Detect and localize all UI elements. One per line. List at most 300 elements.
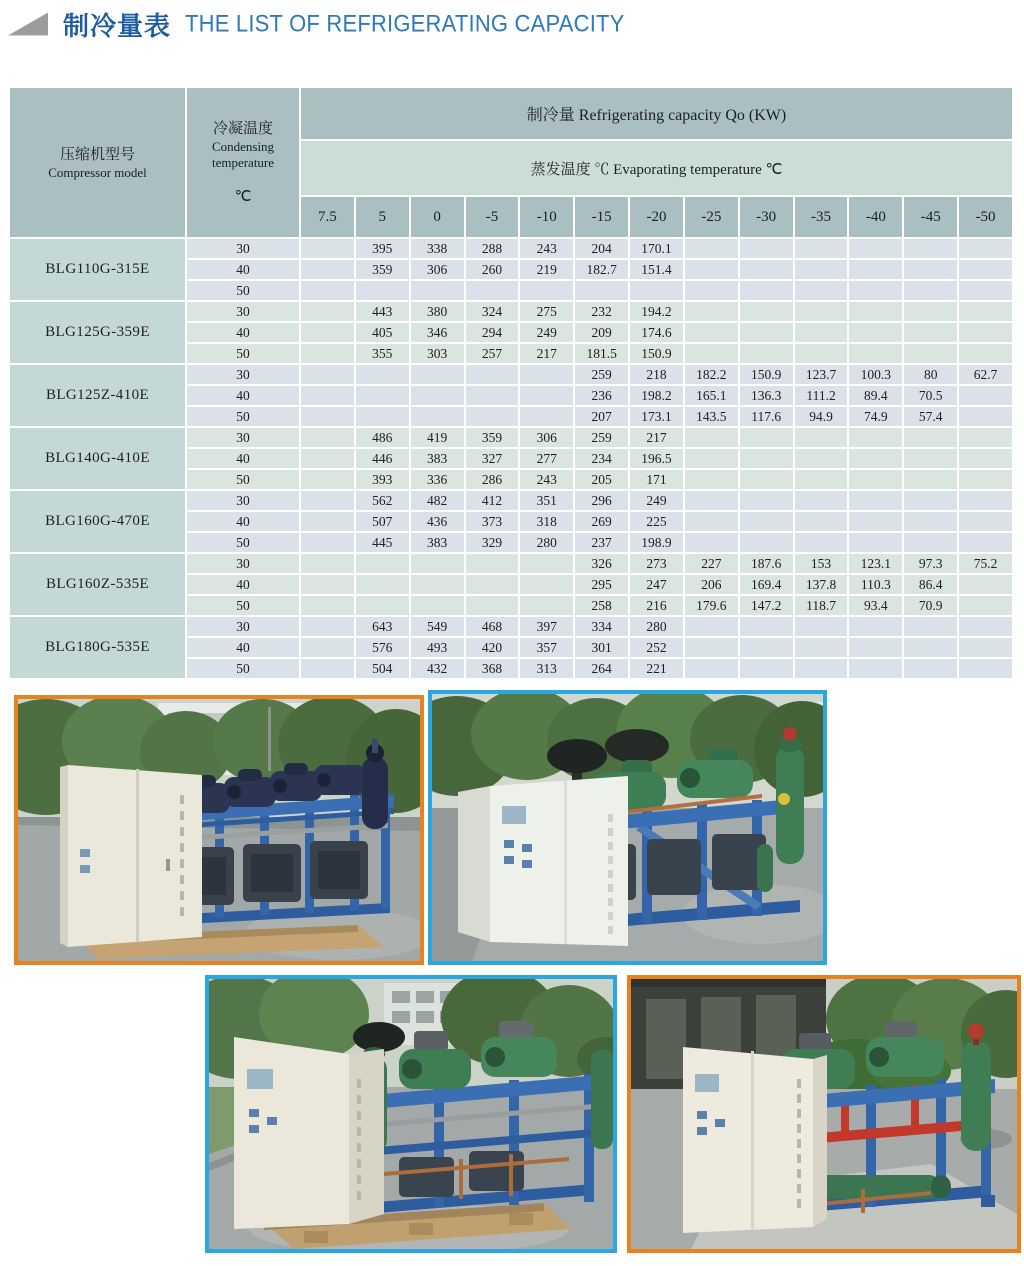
value-cell — [300, 658, 355, 679]
value-cell — [903, 511, 958, 532]
value-cell — [848, 469, 903, 490]
value-cell — [739, 616, 794, 637]
value-cell — [300, 385, 355, 406]
value-cell — [739, 343, 794, 364]
value-cell: 137.8 — [794, 574, 849, 595]
value-cell — [300, 574, 355, 595]
evaporating-title-cell: 蒸发温度 ℃ Evaporating temperature ℃ — [300, 140, 1013, 196]
value-cell — [794, 532, 849, 553]
value-cell: 118.7 — [794, 595, 849, 616]
value-cell: 313 — [519, 658, 574, 679]
value-cell — [355, 385, 410, 406]
condensing-cell: 40 — [186, 259, 300, 280]
condensing-cell: 50 — [186, 469, 300, 490]
value-cell — [739, 259, 794, 280]
product-photo-green-rack — [428, 690, 827, 965]
capacity-table — [10, 88, 1014, 680]
value-cell — [848, 280, 903, 301]
value-cell — [465, 406, 520, 427]
condensing-cell: 30 — [186, 490, 300, 511]
value-cell — [519, 385, 574, 406]
value-cell — [958, 595, 1013, 616]
value-cell — [794, 469, 849, 490]
value-cell: 227 — [684, 553, 739, 574]
value-cell — [410, 595, 465, 616]
value-cell: 150.9 — [739, 364, 794, 385]
value-cell: 420 — [465, 637, 520, 658]
value-cell — [519, 280, 574, 301]
value-cell: 174.6 — [629, 322, 684, 343]
value-cell: 260 — [465, 259, 520, 280]
model-cell: BLG125G-359E — [10, 301, 186, 364]
value-cell — [300, 427, 355, 448]
value-cell: 259 — [574, 427, 629, 448]
value-cell: 295 — [574, 574, 629, 595]
value-cell: 74.9 — [848, 406, 903, 427]
value-cell — [300, 406, 355, 427]
value-cell — [739, 511, 794, 532]
value-cell: 264 — [574, 658, 629, 679]
value-cell — [300, 238, 355, 259]
value-cell: 334 — [574, 616, 629, 637]
value-cell — [903, 259, 958, 280]
capacity-table-wrap — [10, 88, 1014, 680]
value-cell: 70.9 — [903, 595, 958, 616]
value-cell — [903, 427, 958, 448]
value-cell: 357 — [519, 637, 574, 658]
value-cell: 204 — [574, 238, 629, 259]
value-cell: 288 — [465, 238, 520, 259]
photo-1-image — [18, 699, 420, 961]
value-cell: 443 — [355, 301, 410, 322]
value-cell: 303 — [410, 343, 465, 364]
product-photo-navy-rack — [14, 695, 424, 965]
value-cell: 280 — [519, 532, 574, 553]
value-cell — [355, 595, 410, 616]
value-cell: 329 — [465, 532, 520, 553]
value-cell — [848, 301, 903, 322]
evap-temp-header: -50 — [958, 196, 1013, 238]
condensing-temp-header — [186, 88, 300, 238]
value-cell: 198.9 — [629, 532, 684, 553]
value-cell — [465, 364, 520, 385]
value-cell: 359 — [355, 259, 410, 280]
value-cell: 165.1 — [684, 385, 739, 406]
evap-temp-header: 0 — [410, 196, 465, 238]
value-cell — [684, 238, 739, 259]
value-cell: 383 — [410, 532, 465, 553]
value-cell: 94.9 — [794, 406, 849, 427]
value-cell — [848, 511, 903, 532]
value-cell — [903, 637, 958, 658]
value-cell — [794, 490, 849, 511]
value-cell: 359 — [465, 427, 520, 448]
value-cell — [958, 448, 1013, 469]
value-cell — [410, 574, 465, 595]
value-cell: 187.6 — [739, 553, 794, 574]
value-cell: 643 — [355, 616, 410, 637]
evap-temp-header: 7.5 — [300, 196, 355, 238]
value-cell — [794, 343, 849, 364]
compressor-model-header-en: Compressor model — [48, 164, 147, 180]
value-cell: 194.2 — [629, 301, 684, 322]
value-cell — [684, 532, 739, 553]
value-cell — [739, 490, 794, 511]
value-cell — [519, 553, 574, 574]
compressor-model-header-zh: 压缩机型号 — [59, 146, 135, 163]
value-cell: 436 — [410, 511, 465, 532]
value-cell — [300, 448, 355, 469]
value-cell — [684, 322, 739, 343]
value-cell — [519, 574, 574, 595]
value-cell — [465, 385, 520, 406]
value-cell — [739, 658, 794, 679]
condensing-cell: 30 — [186, 427, 300, 448]
value-cell: 216 — [629, 595, 684, 616]
value-cell — [958, 616, 1013, 637]
value-cell: 234 — [574, 448, 629, 469]
value-cell: 151.4 — [629, 259, 684, 280]
condensing-cell: 40 — [186, 574, 300, 595]
condensing-cell: 30 — [186, 238, 300, 259]
value-cell: 205 — [574, 469, 629, 490]
value-cell — [410, 280, 465, 301]
photo-4-image — [631, 979, 1017, 1249]
value-cell: 355 — [355, 343, 410, 364]
value-cell: 397 — [519, 616, 574, 637]
value-cell — [903, 616, 958, 637]
value-cell: 206 — [684, 574, 739, 595]
value-cell — [848, 658, 903, 679]
value-cell: 147.2 — [739, 595, 794, 616]
condensing-header-unit: ℃ — [234, 189, 252, 205]
value-cell — [794, 238, 849, 259]
condensing-header-en2: temperature — [211, 155, 275, 170]
value-cell — [300, 637, 355, 658]
value-cell — [794, 448, 849, 469]
value-cell: 218 — [629, 364, 684, 385]
compressor-model-header — [10, 88, 186, 238]
value-cell: 236 — [574, 385, 629, 406]
condensing-cell: 50 — [186, 532, 300, 553]
value-cell — [300, 280, 355, 301]
value-cell — [684, 280, 739, 301]
condensing-cell: 30 — [186, 301, 300, 322]
value-cell: 209 — [574, 322, 629, 343]
value-cell — [903, 490, 958, 511]
value-cell — [958, 259, 1013, 280]
value-cell: 482 — [410, 490, 465, 511]
value-cell — [903, 469, 958, 490]
value-cell: 217 — [519, 343, 574, 364]
value-cell — [794, 259, 849, 280]
value-cell: 111.2 — [794, 385, 849, 406]
condensing-header-zh: 冷凝温度 — [212, 121, 273, 137]
evap-temp-header: -15 — [574, 196, 629, 238]
triangle-icon — [8, 13, 48, 36]
model-cell: BLG160G-470E — [10, 490, 186, 553]
value-cell — [958, 406, 1013, 427]
value-cell: 324 — [465, 301, 520, 322]
value-cell: 171 — [629, 469, 684, 490]
value-cell: 182.2 — [684, 364, 739, 385]
value-cell — [300, 259, 355, 280]
value-cell — [848, 637, 903, 658]
condensing-cell: 50 — [186, 595, 300, 616]
value-cell — [684, 637, 739, 658]
value-cell: 576 — [355, 637, 410, 658]
value-cell: 286 — [465, 469, 520, 490]
value-cell: 110.3 — [848, 574, 903, 595]
value-cell — [739, 238, 794, 259]
value-cell: 351 — [519, 490, 574, 511]
value-cell: 181.5 — [574, 343, 629, 364]
value-cell: 237 — [574, 532, 629, 553]
evap-temp-header: -30 — [739, 196, 794, 238]
value-cell: 280 — [629, 616, 684, 637]
value-cell — [519, 406, 574, 427]
value-cell — [848, 490, 903, 511]
condensing-cell: 50 — [186, 406, 300, 427]
model-cell: BLG180G-535E — [10, 616, 186, 679]
evap-temp-header: -45 — [903, 196, 958, 238]
value-cell: 373 — [465, 511, 520, 532]
value-cell: 123.7 — [794, 364, 849, 385]
value-cell: 395 — [355, 238, 410, 259]
value-cell: 468 — [465, 616, 520, 637]
condensing-header-en1: Condensing — [211, 139, 275, 154]
value-cell: 70.5 — [903, 385, 958, 406]
value-cell — [958, 385, 1013, 406]
value-cell — [684, 511, 739, 532]
value-cell — [903, 238, 958, 259]
value-cell: 493 — [410, 637, 465, 658]
condensing-cell: 50 — [186, 658, 300, 679]
value-cell — [410, 364, 465, 385]
value-cell — [684, 658, 739, 679]
value-cell — [848, 238, 903, 259]
value-cell — [355, 406, 410, 427]
value-cell — [958, 427, 1013, 448]
value-cell: 301 — [574, 637, 629, 658]
value-cell: 150.9 — [629, 343, 684, 364]
value-cell: 196.5 — [629, 448, 684, 469]
value-cell — [519, 364, 574, 385]
value-cell: 383 — [410, 448, 465, 469]
value-cell: 562 — [355, 490, 410, 511]
model-cell: BLG140G-410E — [10, 427, 186, 490]
value-cell — [903, 322, 958, 343]
value-cell — [684, 448, 739, 469]
value-cell — [300, 322, 355, 343]
value-cell — [410, 406, 465, 427]
value-cell: 232 — [574, 301, 629, 322]
value-cell: 277 — [519, 448, 574, 469]
value-cell: 338 — [410, 238, 465, 259]
value-cell — [903, 280, 958, 301]
value-cell: 257 — [465, 343, 520, 364]
value-cell — [848, 532, 903, 553]
value-cell — [739, 301, 794, 322]
evap-temp-header: -35 — [794, 196, 849, 238]
evap-temp-header: 5 — [355, 196, 410, 238]
value-cell — [465, 553, 520, 574]
value-cell — [958, 658, 1013, 679]
value-cell — [958, 574, 1013, 595]
value-cell: 327 — [465, 448, 520, 469]
value-cell: 275 — [519, 301, 574, 322]
value-cell: 326 — [574, 553, 629, 574]
value-cell: 247 — [629, 574, 684, 595]
value-cell: 89.4 — [848, 385, 903, 406]
value-cell: 243 — [519, 469, 574, 490]
value-cell: 486 — [355, 427, 410, 448]
capacity-title-cell: 制冷量 Refrigerating capacity Qo (KW) — [300, 88, 1013, 140]
condensing-cell: 40 — [186, 385, 300, 406]
value-cell — [684, 301, 739, 322]
value-cell — [794, 637, 849, 658]
value-cell — [300, 364, 355, 385]
value-cell — [519, 595, 574, 616]
value-cell — [958, 637, 1013, 658]
value-cell — [465, 280, 520, 301]
value-cell — [848, 616, 903, 637]
model-cell: BLG160Z-535E — [10, 553, 186, 616]
value-cell — [848, 322, 903, 343]
page-title-en: THE LIST OF REFRIGERATING CAPACITY — [185, 9, 625, 37]
value-cell — [958, 280, 1013, 301]
value-cell: 179.6 — [684, 595, 739, 616]
value-cell: 549 — [410, 616, 465, 637]
condensing-cell: 50 — [186, 343, 300, 364]
photo-3-image — [209, 979, 613, 1249]
value-cell — [958, 238, 1013, 259]
value-cell — [355, 280, 410, 301]
value-cell: 97.3 — [903, 553, 958, 574]
value-cell: 446 — [355, 448, 410, 469]
condensing-cell: 40 — [186, 448, 300, 469]
value-cell: 258 — [574, 595, 629, 616]
value-cell — [574, 280, 629, 301]
value-cell — [300, 490, 355, 511]
value-cell — [300, 553, 355, 574]
value-cell — [300, 532, 355, 553]
product-photo-green-unit-pallet — [205, 975, 617, 1253]
value-cell — [300, 511, 355, 532]
value-cell — [684, 259, 739, 280]
value-cell — [739, 637, 794, 658]
value-cell — [300, 343, 355, 364]
value-cell: 75.2 — [958, 553, 1013, 574]
value-cell: 86.4 — [903, 574, 958, 595]
value-cell: 393 — [355, 469, 410, 490]
value-cell — [958, 490, 1013, 511]
value-cell: 507 — [355, 511, 410, 532]
value-cell — [958, 301, 1013, 322]
value-cell — [903, 448, 958, 469]
condensing-cell: 30 — [186, 553, 300, 574]
value-cell: 346 — [410, 322, 465, 343]
value-cell: 380 — [410, 301, 465, 322]
value-cell: 62.7 — [958, 364, 1013, 385]
value-cell: 207 — [574, 406, 629, 427]
value-cell — [958, 511, 1013, 532]
value-cell: 318 — [519, 511, 574, 532]
value-cell — [848, 448, 903, 469]
value-cell: 80 — [903, 364, 958, 385]
value-cell: 170.1 — [629, 238, 684, 259]
value-cell: 306 — [410, 259, 465, 280]
value-cell: 143.5 — [684, 406, 739, 427]
value-cell — [465, 595, 520, 616]
value-cell — [848, 427, 903, 448]
value-cell: 419 — [410, 427, 465, 448]
value-cell — [794, 616, 849, 637]
value-cell — [739, 322, 794, 343]
value-cell — [684, 469, 739, 490]
value-cell — [958, 343, 1013, 364]
value-cell: 368 — [465, 658, 520, 679]
value-cell — [958, 469, 1013, 490]
model-cell: BLG110G-315E — [10, 238, 186, 301]
condensing-cell: 40 — [186, 511, 300, 532]
value-cell — [684, 427, 739, 448]
value-cell: 405 — [355, 322, 410, 343]
photo-2-image — [432, 694, 823, 961]
value-cell: 219 — [519, 259, 574, 280]
value-cell — [410, 385, 465, 406]
condensing-cell: 40 — [186, 322, 300, 343]
value-cell — [355, 574, 410, 595]
value-cell: 412 — [465, 490, 520, 511]
evap-temp-header: -10 — [519, 196, 574, 238]
value-cell — [848, 259, 903, 280]
condensing-cell: 40 — [186, 637, 300, 658]
value-cell — [300, 595, 355, 616]
value-cell: 445 — [355, 532, 410, 553]
value-cell: 136.3 — [739, 385, 794, 406]
value-cell: 182.7 — [574, 259, 629, 280]
value-cell — [794, 511, 849, 532]
value-cell: 504 — [355, 658, 410, 679]
value-cell: 93.4 — [848, 595, 903, 616]
value-cell — [684, 490, 739, 511]
value-cell — [794, 427, 849, 448]
condensing-cell: 30 — [186, 364, 300, 385]
condensing-cell: 50 — [186, 280, 300, 301]
value-cell: 57.4 — [903, 406, 958, 427]
value-cell — [794, 322, 849, 343]
value-cell — [794, 658, 849, 679]
value-cell: 296 — [574, 490, 629, 511]
evap-temp-header: -25 — [684, 196, 739, 238]
page-header — [8, 6, 625, 42]
value-cell — [410, 553, 465, 574]
value-cell: 294 — [465, 322, 520, 343]
value-cell — [958, 322, 1013, 343]
evap-temp-header: -5 — [465, 196, 520, 238]
model-cell: BLG125Z-410E — [10, 364, 186, 427]
value-cell: 336 — [410, 469, 465, 490]
value-cell: 117.6 — [739, 406, 794, 427]
product-photo-red-pipes-unit — [627, 975, 1021, 1253]
value-cell — [465, 574, 520, 595]
value-cell — [794, 301, 849, 322]
value-cell: 273 — [629, 553, 684, 574]
value-cell — [355, 553, 410, 574]
value-cell — [355, 364, 410, 385]
value-cell: 249 — [519, 322, 574, 343]
